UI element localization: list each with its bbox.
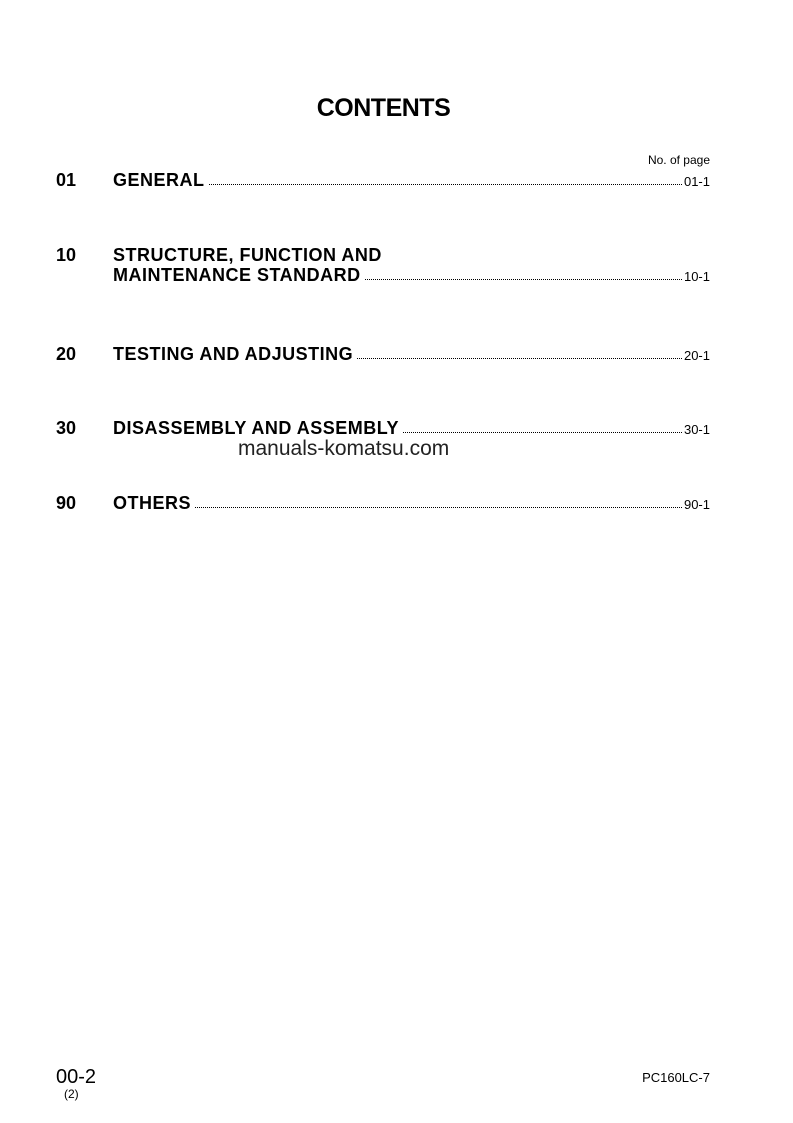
page-column-header: No. of page	[647, 153, 710, 167]
toc-entry[interactable]	[56, 344, 710, 368]
footer-revision: (2)	[64, 1087, 79, 1101]
toc-entry-title: OTHERS	[113, 493, 192, 513]
toc-entry[interactable]	[56, 170, 710, 194]
footer-page-number: 00-2	[56, 1066, 97, 1088]
page-title: CONTENTS	[316, 94, 451, 122]
toc-leader-dots	[365, 278, 682, 280]
toc-entry[interactable]	[56, 493, 710, 517]
toc-leader-dots	[209, 183, 682, 185]
toc-entry-number: 90	[56, 493, 77, 513]
watermark: manuals-komatsu.com	[238, 437, 450, 460]
toc-leader-dots	[195, 506, 682, 508]
toc-entry[interactable]	[56, 245, 710, 290]
toc-entry-number: 20	[56, 344, 77, 364]
toc-entry-title: GENERAL	[113, 170, 205, 190]
toc-entry-page: 10-1	[683, 269, 710, 284]
toc-entry-number: 10	[56, 245, 77, 265]
toc-leader-dots	[403, 431, 682, 433]
toc-entry-title: DISASSEMBLY AND ASSEMBLY	[113, 418, 400, 438]
toc-entry-title: TESTING AND ADJUSTING	[113, 344, 354, 364]
toc-entry-number: 30	[56, 418, 77, 438]
toc-entry-title-line2: MAINTENANCE STANDARD	[113, 265, 361, 285]
footer-model: PC160LC-7	[642, 1070, 710, 1085]
toc-leader-dots	[357, 357, 682, 359]
toc-entry-page: 90-1	[683, 497, 710, 512]
toc-entry-title-line1: STRUCTURE, FUNCTION AND	[113, 245, 382, 265]
toc-entry-page: 01-1	[683, 174, 710, 189]
toc-entry-page: 30-1	[683, 422, 710, 437]
toc-entry-page: 20-1	[683, 348, 710, 363]
toc-entry-number: 01	[56, 170, 77, 190]
